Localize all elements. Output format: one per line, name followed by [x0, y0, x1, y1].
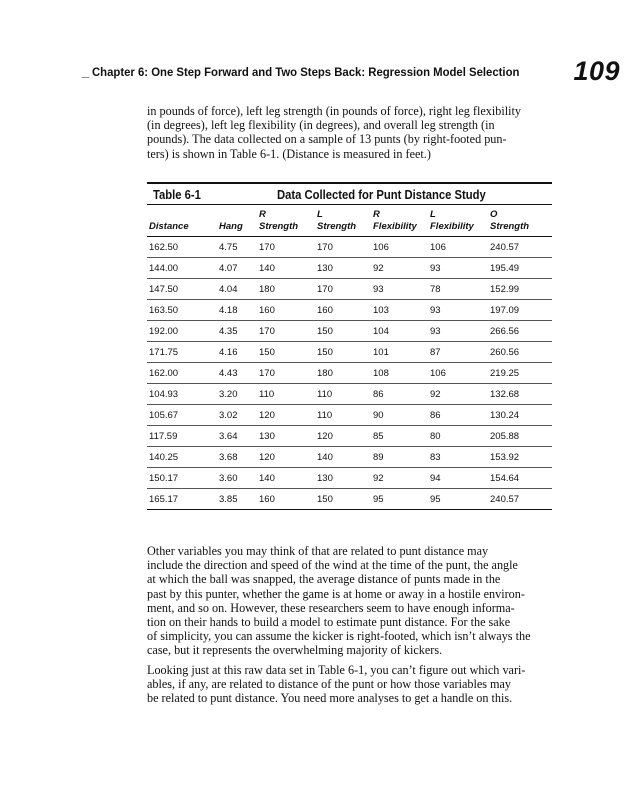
table-cell: 4.75	[219, 237, 259, 258]
table-cell: 132.68	[490, 384, 552, 405]
table-id: Table 6-1	[153, 188, 201, 202]
table-cell: 130	[259, 426, 317, 447]
table-cell: 130.24	[490, 405, 552, 426]
table-row	[147, 258, 552, 279]
table-cell: 93	[430, 258, 490, 279]
table-header-row	[147, 205, 552, 237]
table-row	[147, 489, 552, 510]
table-cell: 104.93	[147, 384, 219, 405]
table-row	[147, 237, 552, 258]
table-cell: 150.17	[147, 468, 219, 489]
table-cell: 150	[317, 489, 373, 510]
table-cell: 90	[373, 405, 430, 426]
column-header: L Strength	[317, 205, 373, 237]
table-cell: 240.57	[490, 489, 552, 510]
table-cell: 120	[259, 447, 317, 468]
table-cell: 110	[317, 405, 373, 426]
table-cell: 95	[373, 489, 430, 510]
table-cell: 147.50	[147, 279, 219, 300]
table-cell: 104	[373, 321, 430, 342]
table-cell: 4.18	[219, 300, 259, 321]
page-number: 109	[573, 56, 620, 86]
table-cell: 165.17	[147, 489, 219, 510]
table-cell: 4.35	[219, 321, 259, 342]
table-cell: 163.50	[147, 300, 219, 321]
column-header: L Flexibility	[430, 205, 490, 237]
column-header: Distance	[147, 205, 219, 237]
data-table-block	[147, 182, 552, 510]
table-cell: 93	[430, 321, 490, 342]
table-cell: 85	[373, 426, 430, 447]
table-cell: 219.25	[490, 363, 552, 384]
table-cell: 4.07	[219, 258, 259, 279]
table-row	[147, 300, 552, 321]
table-cell: 3.20	[219, 384, 259, 405]
table-cell: 180	[259, 279, 317, 300]
table-cell: 160	[317, 300, 373, 321]
table-cell: 170	[317, 279, 373, 300]
column-header: O Strength	[490, 205, 552, 237]
running-header	[82, 56, 622, 92]
table-cell: 260.56	[490, 342, 552, 363]
table-cell: 101	[373, 342, 430, 363]
table-cell: 192.00	[147, 321, 219, 342]
table-title: Data Collected for Punt Distance Study	[277, 188, 486, 202]
table-cell: 140	[259, 258, 317, 279]
table-cell: 4.16	[219, 342, 259, 363]
table-cell: 106	[430, 237, 490, 258]
column-header: R Strength	[259, 205, 317, 237]
table-cell: 106	[373, 237, 430, 258]
table-cell: 120	[259, 405, 317, 426]
table-cell: 180	[317, 363, 373, 384]
chapter-title: Chapter 6: One Step Forward and Two Steps Back: Regression Model Selection	[92, 65, 520, 79]
table-cell: 103	[373, 300, 430, 321]
table-caption	[147, 184, 552, 205]
table-row	[147, 342, 552, 363]
column-header: Hang	[219, 205, 259, 237]
table-cell: 240.57	[490, 237, 552, 258]
table-cell: 89	[373, 447, 430, 468]
table-cell: 195.49	[490, 258, 552, 279]
table-cell: 154.64	[490, 468, 552, 489]
table-cell: 78	[430, 279, 490, 300]
table-cell: 3.68	[219, 447, 259, 468]
table-cell: 86	[430, 405, 490, 426]
table-cell: 110	[317, 384, 373, 405]
table-cell: 153.92	[490, 447, 552, 468]
table-cell: 93	[373, 279, 430, 300]
table-cell: 170	[259, 363, 317, 384]
table-row	[147, 363, 552, 384]
table-row	[147, 405, 552, 426]
table-cell: 105.67	[147, 405, 219, 426]
table-cell: 152.99	[490, 279, 552, 300]
table-cell: 3.02	[219, 405, 259, 426]
table-cell: 117.59	[147, 426, 219, 447]
table-cell: 140.25	[147, 447, 219, 468]
table-cell: 92	[373, 258, 430, 279]
table-cell: 108	[373, 363, 430, 384]
table-row	[147, 279, 552, 300]
intro-paragraph: in pounds of force), left leg strength (in pounds of force), right leg flexibility (in degrees), left leg flexibility (in degrees), and overall leg strength (in pounds). The data collected on a sample of 13 punts (by right-footed pun- ters) is shown in Table 6-1. (Distance is measured in feet.)	[147, 104, 521, 161]
table-cell: 266.56	[490, 321, 552, 342]
table-cell: 171.75	[147, 342, 219, 363]
table-cell: 170	[317, 237, 373, 258]
header-dash: _	[82, 64, 90, 79]
table-cell: 86	[373, 384, 430, 405]
table-row	[147, 384, 552, 405]
table-cell: 160	[259, 300, 317, 321]
table-cell: 170	[259, 321, 317, 342]
table-cell: 106	[430, 363, 490, 384]
table-cell: 3.60	[219, 468, 259, 489]
table-cell: 3.64	[219, 426, 259, 447]
table-cell: 92	[430, 384, 490, 405]
column-header: R Flexibility	[373, 205, 430, 237]
table-cell: 130	[317, 258, 373, 279]
table-cell: 92	[373, 468, 430, 489]
table-cell: 144.00	[147, 258, 219, 279]
table-row	[147, 447, 552, 468]
table-row	[147, 321, 552, 342]
table-cell: 150	[317, 342, 373, 363]
table-cell: 162.50	[147, 237, 219, 258]
table-cell: 130	[317, 468, 373, 489]
table-cell: 110	[259, 384, 317, 405]
punt-data-table	[147, 205, 552, 510]
table-row	[147, 426, 552, 447]
table-row	[147, 468, 552, 489]
table-cell: 150	[259, 342, 317, 363]
table-cell: 4.04	[219, 279, 259, 300]
table-cell: 4.43	[219, 363, 259, 384]
table-cell: 205.88	[490, 426, 552, 447]
table-cell: 93	[430, 300, 490, 321]
table-cell: 80	[430, 426, 490, 447]
table-body	[147, 237, 552, 510]
table-cell: 150	[317, 321, 373, 342]
table-cell: 83	[430, 447, 490, 468]
table-cell: 162.00	[147, 363, 219, 384]
table-cell: 95	[430, 489, 490, 510]
other-variables-paragraph: Other variables you may think of that are related to punt distance may include the direction and speed of the wind at the time of the punt, the angle at which the ball was snapped, the average distance of punts made in the past by this punter, whether the game is at home or away in a hostile environ- ment, and so on. However, these researchers seem to have enough informa- tion on their hands to build a model to estimate punt distance. For the sake of simplicity, you can assume the kicker is right-footed, which isn’t always the case, but it represents the overwhelming majority of kickers.	[147, 544, 531, 658]
table-cell: 87	[430, 342, 490, 363]
table-cell: 197.09	[490, 300, 552, 321]
table-cell: 120	[317, 426, 373, 447]
raw-data-paragraph: Looking just at this raw data set in Table 6-1, you can’t figure out which vari- ables, if any, are related to distance of the punt or how those variables may be related to punt distance. You need more analyses to get a handle on this.	[147, 663, 526, 706]
table-cell: 3.85	[219, 489, 259, 510]
table-cell: 94	[430, 468, 490, 489]
table-cell: 160	[259, 489, 317, 510]
table-cell: 170	[259, 237, 317, 258]
table-cell: 140	[259, 468, 317, 489]
table-cell: 140	[317, 447, 373, 468]
